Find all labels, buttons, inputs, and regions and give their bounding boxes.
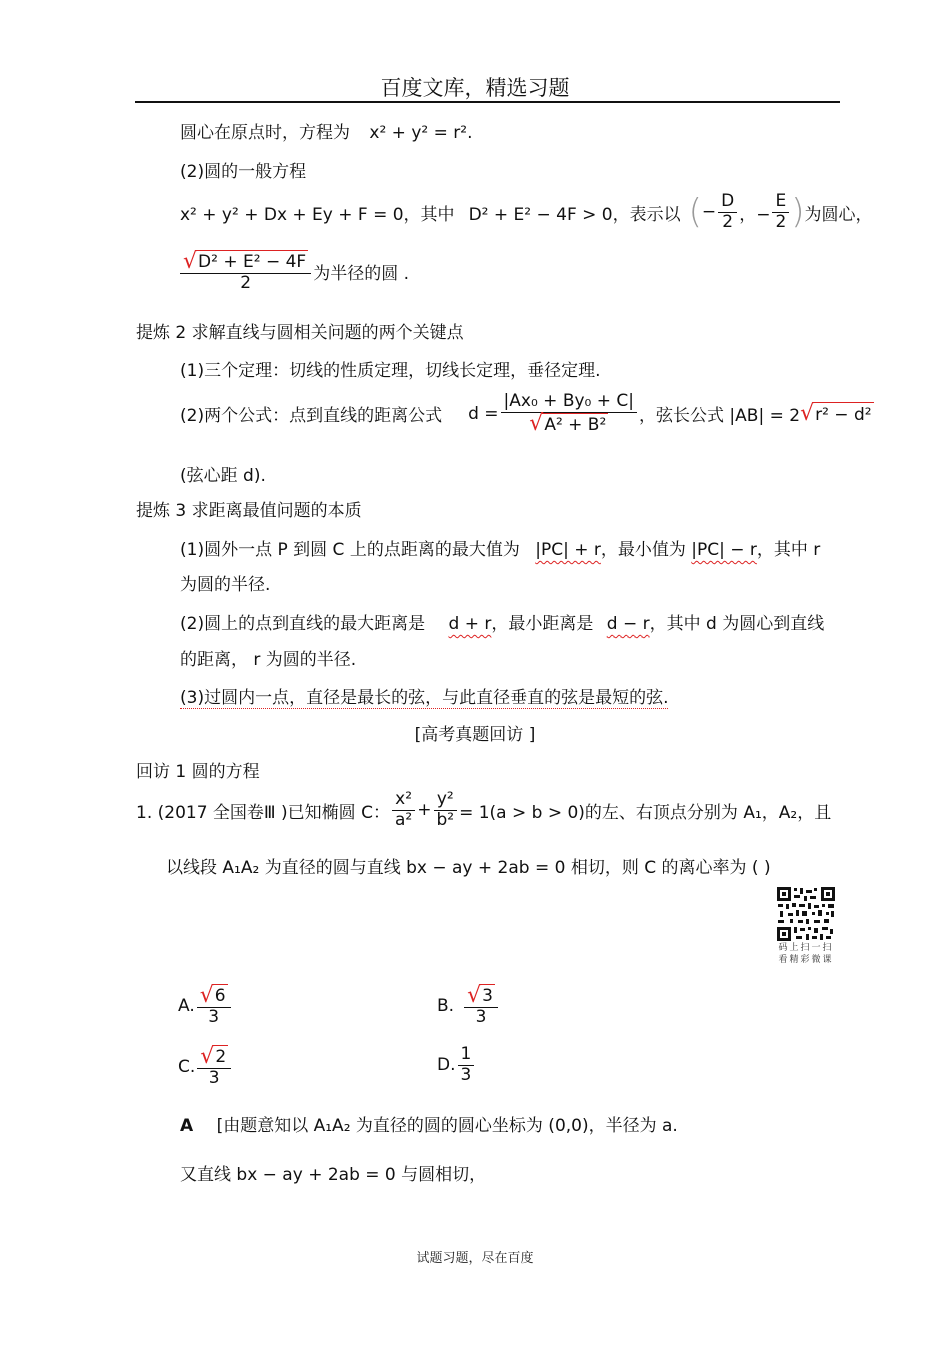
text: 为圆心， bbox=[804, 204, 873, 225]
fraction-D: $\frac{D}{2}$ bbox=[718, 192, 737, 232]
ellipse-fraction-x: $\frac{\text{x²}}{\text{a²}}$ bbox=[392, 790, 415, 830]
equation: x² + y² = r². bbox=[369, 123, 473, 143]
paragraph: 为圆的半径. bbox=[180, 575, 271, 595]
radius-line bbox=[178, 250, 409, 294]
equation: x² + y² + Dx + Ey + F = 0，其中 bbox=[180, 204, 455, 225]
page-header-title: 百度文库，精选习题 bbox=[380, 76, 570, 100]
question-line: 以线段 A₁A₂ 为直径的圆与直线 bx − ay + 2ab = 0 相切，则 C 的离心率为 ( ) bbox=[166, 858, 771, 878]
section-title: 提炼 2 求解直线与圆相关问题的两个关键点 bbox=[136, 323, 464, 343]
paragraph: 的距离， r 为圆的半径. bbox=[180, 650, 357, 670]
header-divider bbox=[135, 101, 840, 103]
general-equation-line: x² + y² + Dx + Ey + F = 0，其中 D² + E² − 4F > 0，表示以 ( − $\frac{D}{2}$ ，− $\frac{E}{2}$ ) 为圆心， bbox=[180, 191, 873, 233]
distance-fraction: |Ax₀ + By₀ + C| √ A² + B² bbox=[501, 392, 637, 436]
page-footer: 试题习题，尽在百度 bbox=[416, 1251, 534, 1266]
paragraph: (弦心距 d). bbox=[180, 466, 266, 486]
paragraph: (2)圆上的点到直线的最大距离是 d + r，最小距离是 d − r，其中 d 为圆心到直线 bbox=[180, 614, 825, 634]
paragraph: (3)过圆内一点，直径是最长的弦，与此直径垂直的弦是最短的弦. bbox=[180, 688, 669, 708]
qr-caption bbox=[768, 942, 844, 966]
ellipse-fraction-y: $\frac{\text{y²}}{\text{b²}}$ bbox=[433, 790, 457, 830]
answer-line: 又直线 bx − ay + 2ab = 0 与圆相切， bbox=[180, 1165, 487, 1185]
section-heading: [高考真题回访 ] bbox=[414, 725, 536, 745]
option-a[interactable]: A. √ 6 3 bbox=[178, 984, 233, 1028]
formula-line: (2)两个公式：点到直线的距离公式 d = |Ax₀ + By₀ + C| √ A² + B² ，弦长公式 |AB| = 2 √ r² − d² bbox=[180, 391, 872, 437]
option-c[interactable]: C. √ 2 3 bbox=[178, 1045, 233, 1089]
option-d[interactable]: D. $\frac{1}{3}$ bbox=[437, 1045, 476, 1085]
answer-line bbox=[180, 1111, 678, 1136]
subheading: (2)圆的一般方程 bbox=[180, 162, 307, 182]
qr-caption-text: 码上扫一扫 看精彩微课 bbox=[778, 943, 834, 965]
subsection-title: 回访 1 圆的方程 bbox=[136, 762, 260, 782]
text: (2)两个公式：点到直线的距离公式 bbox=[180, 406, 443, 427]
paragraph: (1)圆外一点 P 到圆 C 上的点距离的最大值为 |PC| + r，最小值为 |PC| − r，其中 r bbox=[180, 540, 821, 560]
option-b[interactable]: B. √ 3 3 bbox=[437, 984, 500, 1028]
text: ，弦长公式 |AB| = 2 bbox=[639, 406, 801, 427]
answer-text: [由题意知以 A₁A₂ 为直径的圆的圆心坐标为 (0,0)，半径为 a. bbox=[216, 1116, 678, 1136]
chord-sqrt: √ r² − d² bbox=[800, 401, 872, 427]
text: 圆心在原点时，方程为 bbox=[180, 123, 350, 143]
radius-fraction: √ D² + E² − 4F 2 bbox=[180, 250, 311, 294]
fraction-E: $\frac{E}{2}$ bbox=[772, 192, 789, 232]
answer-letter: A bbox=[180, 1116, 194, 1136]
text-line bbox=[180, 118, 472, 143]
qr-code-icon[interactable] bbox=[776, 886, 836, 942]
section-title: 提炼 3 求距离最值问题的本质 bbox=[136, 501, 362, 521]
condition: D² + E² − 4F > 0，表示以 bbox=[468, 204, 681, 225]
question-line: 1. (2017 全国卷Ⅲ )已知椭圆 C： $\frac{\text{x²}}{\text{a²}}$ + $\frac{\text{y²}}{\text{b²}}$ = 1(a > b > 0)的左、右顶点分别为 A₁，A₂，且 bbox=[136, 789, 832, 830]
text: 为半径的圆 . bbox=[313, 264, 410, 285]
paragraph: (1)三个定理：切线的性质定理，切线长定理，垂径定理. bbox=[180, 361, 601, 381]
